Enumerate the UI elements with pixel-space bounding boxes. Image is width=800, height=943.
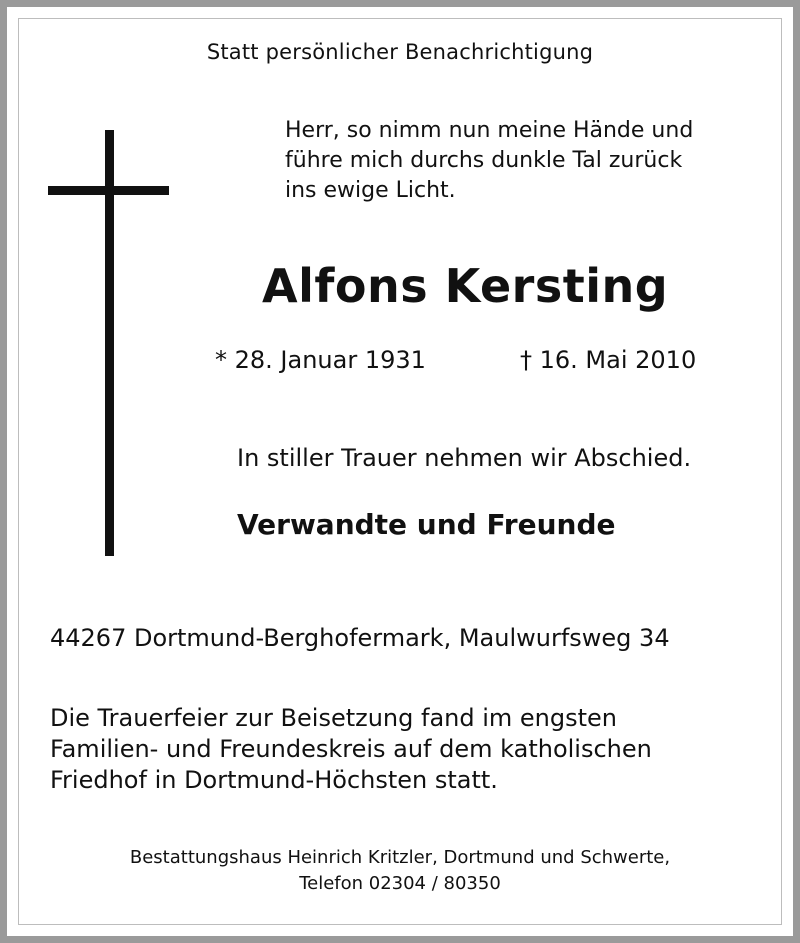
verse <box>285 116 693 206</box>
birth-date: * 28. Januar 1931 <box>215 346 426 374</box>
verse-line: Herr, so nimm nun meine Hände und <box>285 118 694 143</box>
undertaker-info <box>0 845 800 897</box>
verse-line: führe mich durchs dunkle Tal zurück <box>285 148 683 173</box>
verse-line: ins ewige Licht. <box>285 178 456 203</box>
notice-header: Statt persönlicher Benachrichtigung <box>206 40 594 64</box>
address: 44267 Dortmund-Berghofermark, Maulwurfsweg 34 <box>50 624 670 652</box>
undertaker-phone: Telefon 02304 / 80350 <box>299 873 501 894</box>
death-date: † 16. Mai 2010 <box>520 346 697 374</box>
ceremony-line: Friedhof in Dortmund-Höchsten statt. <box>50 766 498 794</box>
cross-horizontal-bar <box>48 186 169 195</box>
signers: Verwandte und Freunde <box>237 508 616 541</box>
mourning-text: In stiller Trauer nehmen wir Abschied. <box>237 444 692 472</box>
ceremony-notice <box>50 703 652 796</box>
undertaker-line: Bestattungshaus Heinrich Kritzler, Dortmund und Schwerte, <box>129 847 671 868</box>
deceased-name: Alfons Kersting <box>262 259 669 313</box>
ceremony-line: Die Trauerfeier zur Beisetzung fand im engsten <box>50 704 618 732</box>
ceremony-line: Familien- und Freundeskreis auf dem katholischen <box>50 735 652 763</box>
